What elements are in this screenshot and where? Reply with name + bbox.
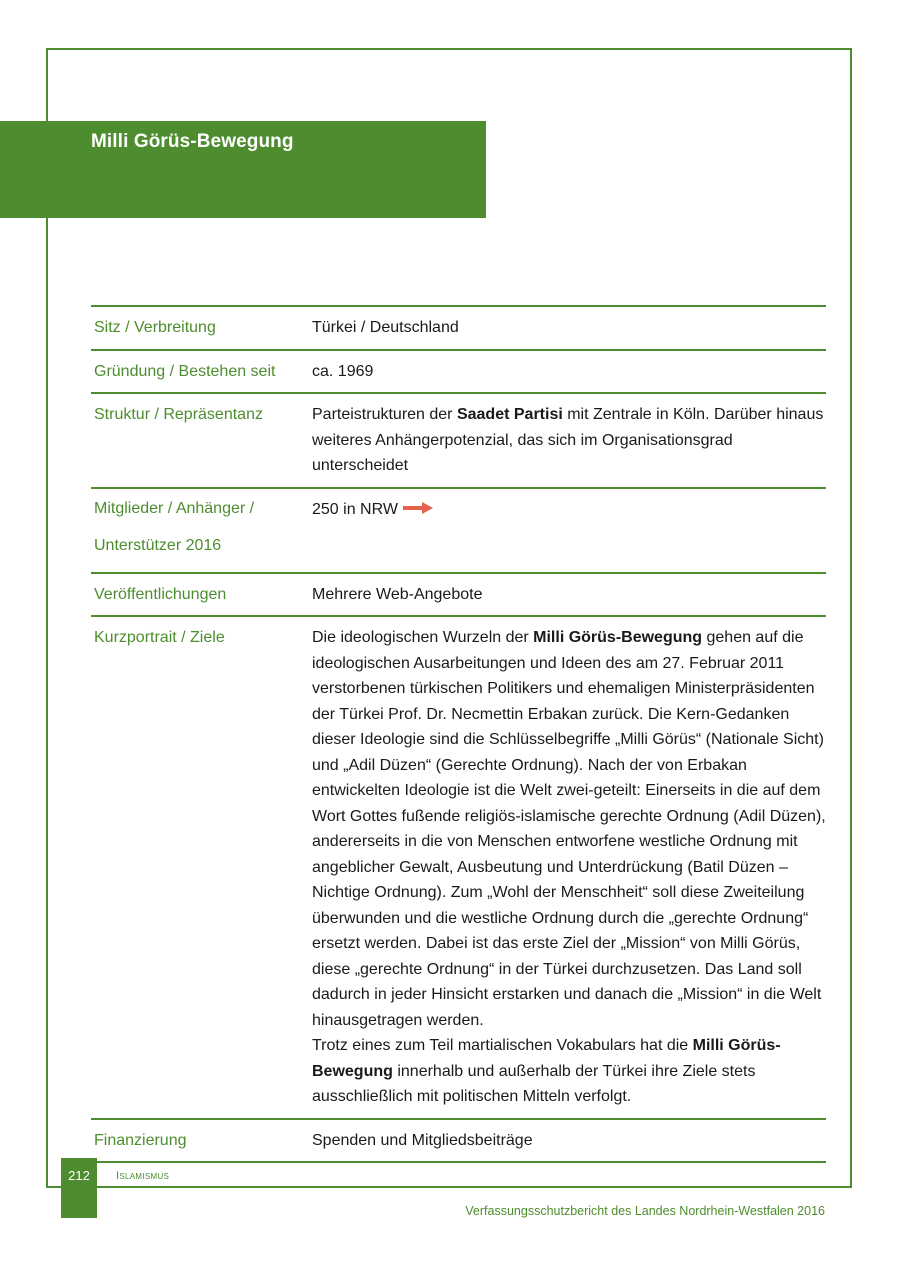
page-number: 212: [68, 1168, 90, 1183]
text-run: gehen auf die ideologischen Ausarbeitungen und Ideen des am 27. Februar 2011 verstorbenen türkischen Politikers und ehemaligen Ministerpräsidenten der Türkei Prof. Dr. Necmettin Erbakan zurück. Die Kern-Gedanken dieser Ideologie sind die Schlüsselbegriffe „Milli Görüs“ (Nationale Sicht) und „Adil Düzen“ (Gerechte Ordnung). Nach der von Erbakan entwickelten Ideologie ist die Welt zwei-geteilt: Einerseits in die auf dem Wort Gottes fußende religiös-islamische gerechte Ordnung (Adil Düzen), andererseits in die von Menschen entworfene westliche Ordnung mit angeblicher Gewalt, Ausbeutung und Unterdrückung (Batil Düzen – Nichtige Ordnung). Zum „Wohl der Menschheit“ soll diese Zweiteilung überwunden und die westliche Ordnung durch die „gerechte Ordnung“ ersetzt werden. Dabei ist das erste Ziel der „Mission“ von Milli Görüs, diese „gerechte Ordnung“ in der Türkei durchzusetzen. Das Land soll dadurch in jeder Hinsicht erstarken und danach die „Mission“ in die Welt hinausgetragen werden.: [312, 629, 826, 1029]
paragraph: [312, 1033, 826, 1110]
row-label: Kurzportrait / Ziele: [94, 629, 225, 646]
title-banner: [0, 121, 486, 218]
table-row: [91, 393, 826, 488]
text-run: innerhalb und außerhalb der Türkei ihre Ziele stets ausschließlich mit politischen Mitteln verfolgt.: [312, 1062, 756, 1105]
row-label: Veröffentlichungen: [94, 585, 227, 603]
row-value: Mehrere Web-Angebote: [312, 585, 483, 603]
table-row: [91, 1119, 826, 1163]
arrow-right-icon: [402, 501, 434, 515]
table-row: [91, 306, 826, 350]
text-run: Die ideologischen Wurzeln der: [312, 629, 534, 646]
row-label: Sitz / Verbreitung: [94, 319, 216, 336]
bold-term: Milli Görüs-Bewegung: [533, 629, 703, 646]
row-value: [312, 488, 826, 573]
member-count: 250 in NRW: [312, 500, 398, 518]
text-run: Trotz eines zum Teil martialischen Vokabulars hat die: [312, 1037, 693, 1054]
section-name: Islamismus: [116, 1170, 170, 1182]
page-number-tab: [61, 1158, 97, 1218]
page-title: Milli Görüs-Bewegung: [91, 131, 294, 152]
row-label: [91, 488, 312, 573]
bold-term: Saadet Partisi: [456, 406, 563, 423]
text-run: Parteistrukturen der: [312, 406, 457, 423]
table-row: [91, 350, 826, 394]
row-value: Spenden und Mitgliedsbeiträge: [312, 1131, 533, 1149]
label-line: Unterstützer 2016: [94, 536, 222, 554]
row-value: [312, 393, 826, 488]
text-run: mit Zentrale in Köln. Darüber hinaus weiteres Anhängerpotenzial, das sich im Organisationsgrad unterscheidet: [312, 406, 824, 474]
bold-term: Milli Görüs-Bewegung: [312, 1037, 781, 1080]
row-value: [312, 616, 826, 1119]
row-value: ca. 1969: [312, 362, 374, 380]
paragraph: [312, 625, 826, 1033]
row-label: Finanzierung: [94, 1131, 187, 1149]
row-label: Struktur / Repräsentanz: [94, 406, 263, 423]
row-value: Türkei / Deutschland: [312, 319, 459, 336]
table-row: [91, 573, 826, 617]
label-line: Mitglieder / Anhänger /: [94, 499, 255, 517]
table-row: [91, 488, 826, 573]
facts-table: [91, 305, 826, 1163]
footer-text: Verfassungsschutzbericht des Landes Nordrhein-Westfalen 2016: [465, 1204, 825, 1218]
row-label: Gründung / Bestehen seit: [94, 362, 276, 380]
table-row: [91, 616, 826, 1119]
